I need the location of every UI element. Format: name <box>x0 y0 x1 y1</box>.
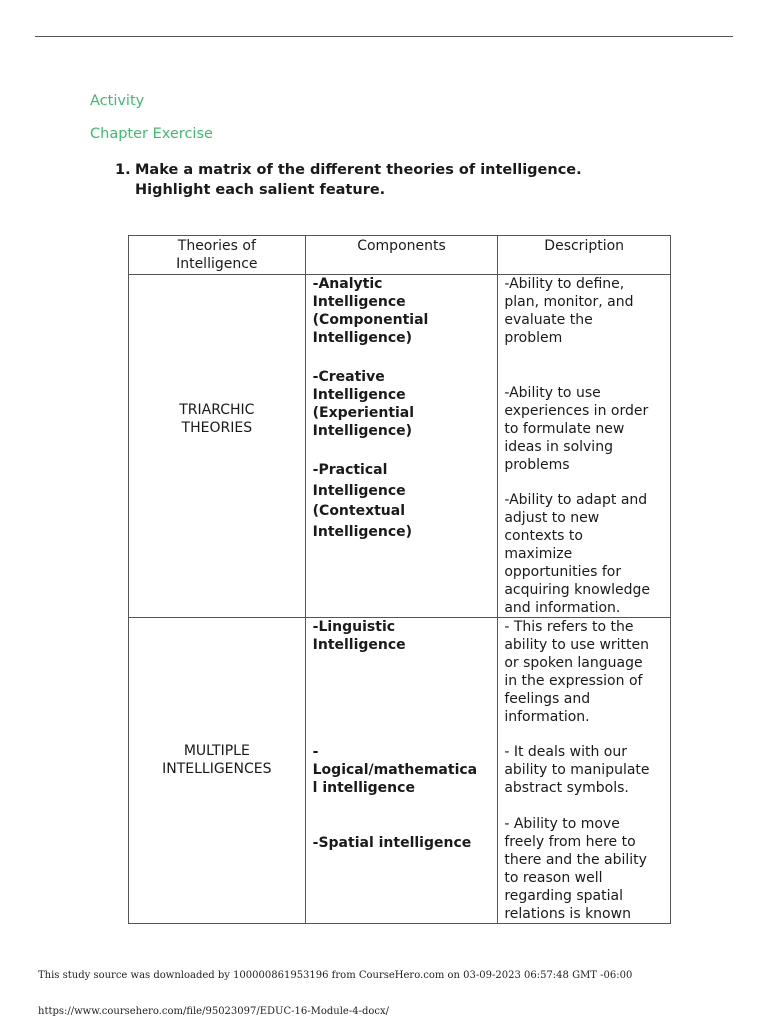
download-source-note: This study source was downloaded by 100000861953196 from CourseHero.com on 03-09-2023 06:57:48 GMT -06:00 <box>38 970 633 981</box>
description-item <box>504 743 664 797</box>
description-line: evaluate the <box>504 312 593 328</box>
description-line: ability to use written <box>504 637 649 653</box>
component-line: Intelligence) <box>312 523 413 540</box>
description-line: to formulate new <box>504 421 625 437</box>
description-line: information. <box>504 709 590 725</box>
header-line: Description <box>544 238 625 254</box>
description-line: relations is known <box>504 906 631 922</box>
component-item <box>313 368 492 440</box>
question-number: 1. <box>115 162 131 178</box>
theory-label <box>129 742 305 778</box>
question-line: Highlight each salient feature. <box>135 182 386 198</box>
description-line: or spoken language <box>504 655 643 671</box>
component-line: Intelligence) <box>312 330 413 346</box>
header-description <box>498 236 671 275</box>
top-rule <box>35 36 733 37</box>
component-line: Intelligence <box>312 387 406 403</box>
description-line: regarding spatial <box>504 888 623 904</box>
component-line: -Spatial intelligence <box>312 835 472 851</box>
description-item <box>504 384 664 474</box>
description-line: plan, monitor, and <box>504 294 634 310</box>
component-line: (Contextual <box>312 503 406 519</box>
description-line: - This refers to the <box>504 619 634 635</box>
description-line: problem <box>504 330 563 346</box>
component-line: (Componential <box>312 312 429 328</box>
header-line: Components <box>357 238 446 254</box>
component-line: Intelligence <box>312 294 406 310</box>
description-line: ideas in solving <box>504 439 613 455</box>
theory-cell <box>129 275 306 618</box>
description-line: freely from here to <box>504 834 636 850</box>
header-line: Intelligence <box>176 256 258 272</box>
components-cell <box>305 618 498 924</box>
intelligence-matrix-table <box>128 235 671 924</box>
activity-heading: Activity <box>90 93 145 109</box>
table-row <box>129 618 671 924</box>
component-line: -Practical <box>312 462 388 478</box>
question-line: Make a matrix of the different theories of intelligence. <box>135 162 582 178</box>
description-line: in the expression of <box>504 673 643 689</box>
components-cell <box>305 275 498 618</box>
component-line: -Creative <box>312 369 385 385</box>
component-line: (Experiential <box>312 405 415 421</box>
description-line: contexts to <box>504 528 583 544</box>
description-line: to reason well <box>504 870 603 886</box>
description-line: adjust to new <box>504 510 600 526</box>
description-line: problems <box>504 457 570 473</box>
header-theories <box>129 236 306 275</box>
question-text <box>135 160 655 200</box>
table-header-row <box>129 236 671 275</box>
description-line: experiences in order <box>504 403 649 419</box>
theory-line: TRIARCHIC <box>179 402 255 418</box>
description-item <box>504 618 664 726</box>
component-line: Intelligence <box>312 482 406 499</box>
theory-line: INTELLIGENCES <box>162 761 272 777</box>
source-url: https://www.coursehero.com/file/95023097/EDUC-16-Module-4-docx/ <box>38 1006 389 1017</box>
description-line: opportunities for <box>504 564 622 580</box>
component-line: -Analytic <box>312 276 383 292</box>
description-item <box>504 815 664 923</box>
component-item <box>313 743 492 797</box>
description-line: -Ability to adapt and <box>504 492 648 508</box>
chapter-exercise-heading: Chapter Exercise <box>90 126 213 142</box>
description-line: ability to manipulate <box>504 762 650 778</box>
description-line: maximize <box>504 546 573 562</box>
component-item <box>313 460 492 542</box>
component-line: Logical/mathematica <box>312 762 478 778</box>
description-item <box>504 491 664 617</box>
component-item <box>313 618 492 654</box>
theory-line: MULTIPLE <box>183 743 250 759</box>
component-item <box>313 834 492 852</box>
description-line: there and the ability <box>504 852 647 868</box>
theory-cell <box>129 618 306 924</box>
description-line: and information. <box>504 600 621 616</box>
component-line: Intelligence) <box>312 423 413 439</box>
component-item <box>313 275 492 347</box>
description-item <box>504 275 664 347</box>
description-cell <box>498 618 671 924</box>
description-line: abstract symbols. <box>504 780 629 796</box>
theory-line: THEORIES <box>181 420 253 436</box>
component-line: Intelligence <box>312 637 406 653</box>
table-row <box>129 275 671 618</box>
description-line: - Ability to move <box>504 816 620 832</box>
description-cell <box>498 275 671 618</box>
component-line: l intelligence <box>312 780 415 796</box>
theory-label <box>129 401 305 437</box>
description-line: acquiring knowledge <box>504 582 651 598</box>
description-line: -Ability to define, <box>504 276 625 292</box>
description-line: feelings and <box>504 691 591 707</box>
component-line: - <box>312 744 319 760</box>
description-line: -Ability to use <box>504 385 601 401</box>
description-line: - It deals with our <box>504 744 627 760</box>
header-components <box>305 236 498 275</box>
component-line: -Linguistic <box>312 619 396 635</box>
header-line: Theories of <box>177 238 256 254</box>
